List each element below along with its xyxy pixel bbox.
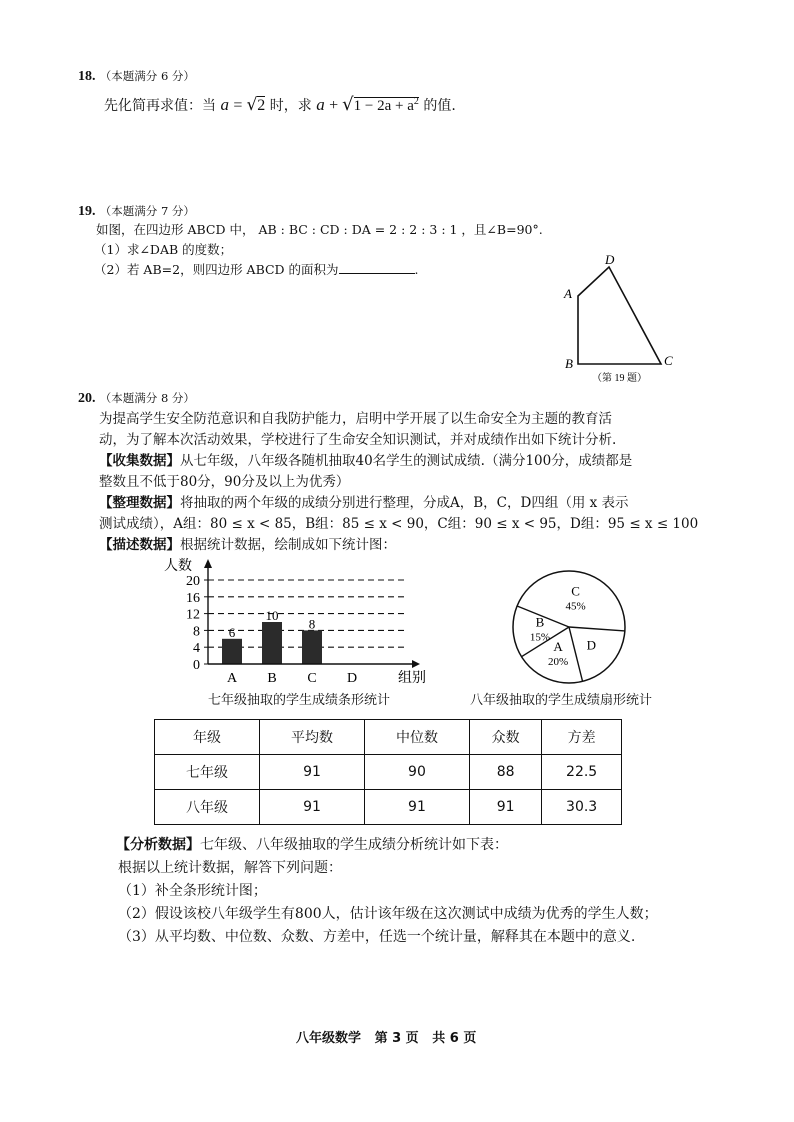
q18-text-pre: 先化简再求值：当 [104, 98, 216, 114]
y-axis-label: 人数 [164, 559, 192, 574]
q18-cond-var: a [220, 95, 229, 114]
bar-chart-y-ticks [186, 574, 208, 673]
bar-data-label: 6 [228, 624, 236, 640]
table-cell: 八年级 [155, 790, 260, 825]
table-header-cell: 平均数 [259, 720, 364, 755]
q20-number: 20. [78, 391, 96, 406]
y-tick-label: 20 [186, 574, 200, 589]
bar-a [222, 639, 242, 664]
y-tick-label: 16 [186, 590, 200, 606]
q20-organize [99, 491, 629, 511]
q19-part2 [94, 260, 419, 278]
x-tick-label: B [267, 671, 277, 686]
q19-part1: （1）求∠DAB 的度数； [94, 242, 233, 257]
q18-expr-rad: 1 − 2a + a [353, 98, 414, 114]
q19-score: （本题满分 7 分） [99, 204, 195, 218]
pie-slice-pct: 45% [565, 600, 586, 613]
vertex-label-b: B [565, 356, 573, 371]
table-cell: 88 [469, 755, 541, 790]
q20-header [78, 390, 195, 407]
table-row [155, 790, 622, 825]
table-cell: 91 [469, 790, 541, 825]
bar-data-label: 10 [265, 608, 279, 623]
table-header-cell: 年级 [155, 720, 260, 755]
organize-text: 将抽取的两个年级的成绩分别进行整理，分成A，B，C，D四组（用 x 表示 [180, 495, 629, 511]
vertex-label-d: D [605, 252, 615, 267]
q20-part1: （1）补全条形统计图； [118, 883, 267, 899]
pie-slice-label-d: D [586, 637, 597, 653]
grade7-bar-chart [150, 552, 440, 687]
table-header-row [155, 720, 622, 755]
q20-describe [99, 533, 396, 553]
organize-label: 【整理数据】 [99, 495, 180, 511]
pie-slice-label-b: B [535, 614, 545, 630]
bar-chart-categories [227, 671, 357, 686]
y-tick-label: 8 [193, 624, 200, 640]
pie-slice-label-c: C [571, 583, 580, 599]
q20-collect2: 整数且不低于80分，90分及以上为优秀） [99, 474, 350, 490]
table-cell: 91 [259, 790, 364, 825]
y-tick-label: 12 [186, 607, 200, 623]
q18-expr-a: a [316, 95, 325, 114]
analyze-label: 【分析数据】 [116, 837, 200, 853]
bar-b [262, 622, 282, 664]
table-cell: 91 [364, 790, 469, 825]
describe-text: 根据统计数据，绘制成如下统计图： [180, 537, 396, 553]
q19-header [78, 203, 195, 220]
q20-intro2: 动，为了解本次活动效果，学校进行了生命安全知识测试，并对成绩作出如下统计分析. [99, 432, 617, 448]
q19-figure [540, 248, 700, 388]
q18-score: （本题满分 6 分） [99, 69, 195, 83]
q18-header [78, 68, 195, 85]
table-header-cell: 中位数 [364, 720, 469, 755]
sqrt-icon: √ [246, 95, 258, 115]
figure-caption: （第 19 题） [592, 373, 647, 384]
grade8-pie-chart [505, 568, 635, 688]
y-tick-label: 0 [193, 658, 200, 673]
vertex-label-a: A [564, 286, 572, 301]
q19-line1: 如图，在四边形 ABCD 中， AB : BC : CD : DA = 2 : 2 : 3 : 1 ，且∠B=90°. [96, 222, 543, 237]
quadrilateral-abcd [578, 267, 661, 364]
table-header-cell: 方差 [542, 720, 622, 755]
q20-part3: （3）从平均数、中位数、众数、方差中，任选一个统计量，解释其在本题中的意义. [118, 929, 636, 945]
q18-cond-val: 2 [257, 97, 266, 114]
page-footer: 八年级数学 第 3 页 共 6 页 [296, 1031, 477, 1046]
x-axis-label: 组别 [398, 671, 426, 686]
q18-cond-eq: = [233, 97, 247, 114]
q20-organize2: 测试成绩），A组：80 ≤ x < 85，B组：85 ≤ x < 90，C组：90 ≤ x < 95，D组：95 ≤ x ≤ 100 [99, 516, 699, 532]
q20-answer-intro: 根据以上统计数据，解答下列问题： [118, 860, 342, 876]
bar-chart-caption: 七年级抽取的学生成绩条形统计 [208, 693, 391, 708]
table-cell: 七年级 [155, 755, 260, 790]
q18-text-mid: 时，求 [269, 98, 317, 114]
q18-number: 18. [78, 69, 96, 84]
x-tick-label: C [307, 671, 317, 686]
q18-text-end: 的值. [423, 98, 456, 114]
q18-radicand [354, 97, 419, 114]
sqrt-icon: √ [342, 94, 354, 115]
q20-intro1: 为提高学生安全防范意识和自我防护能力，启明中学开展了以生命安全为主题的教育活 [99, 411, 612, 427]
q20-score: （本题满分 8 分） [99, 391, 195, 405]
y-tick-label: 4 [193, 641, 200, 657]
pie-chart-caption: 八年级抽取的学生成绩扇形统计 [470, 693, 653, 708]
pie-slice-pct: 15% [529, 631, 551, 644]
analyze-text: 七年级、八年级抽取的学生成绩分析统计如下表： [200, 837, 508, 853]
table-cell: 90 [364, 755, 469, 790]
x-axis-arrow-icon [412, 660, 420, 668]
q20-part2: （2）假设该校八年级学生有800人，估计该年级在这次测试中成绩为优秀的学生人数； [118, 906, 658, 922]
table-row [155, 755, 622, 790]
describe-label: 【描述数据】 [99, 537, 180, 553]
x-tick-label: A [226, 671, 238, 686]
stats-table [154, 719, 622, 825]
bar-chart-bars [222, 608, 322, 664]
q20-collect [99, 449, 632, 469]
pie-slice-pct: 20% [548, 655, 569, 668]
y-axis-arrow-icon [204, 559, 212, 568]
table-cell: 22.5 [542, 755, 622, 790]
table-cell: 30.3 [542, 790, 622, 825]
q19-number: 19. [78, 204, 96, 219]
q18-expr-sup: 2 [413, 96, 419, 107]
pie-slice-label-a: A [553, 638, 563, 654]
vertex-label-c: C [664, 353, 673, 368]
table-cell: 91 [259, 755, 364, 790]
q18-body [104, 94, 456, 115]
q18-expr-plus: + [329, 97, 343, 114]
q19-part2-end: . [414, 262, 419, 277]
answer-blank[interactable] [339, 261, 415, 274]
collect-label: 【收集数据】 [99, 453, 180, 469]
bar-c [302, 630, 322, 664]
bar-data-label: 8 [308, 616, 316, 632]
collect-text: 从七年级，八年级各随机抽取40名学生的测试成绩.（满分100分，成绩都是 [180, 453, 633, 469]
q20-analyze [116, 834, 508, 854]
x-tick-label: D [346, 671, 358, 686]
q19-part2-text: （2）若 AB=2，则四边形 ABCD 的面积为 [94, 262, 339, 277]
table-header-cell: 众数 [469, 720, 541, 755]
